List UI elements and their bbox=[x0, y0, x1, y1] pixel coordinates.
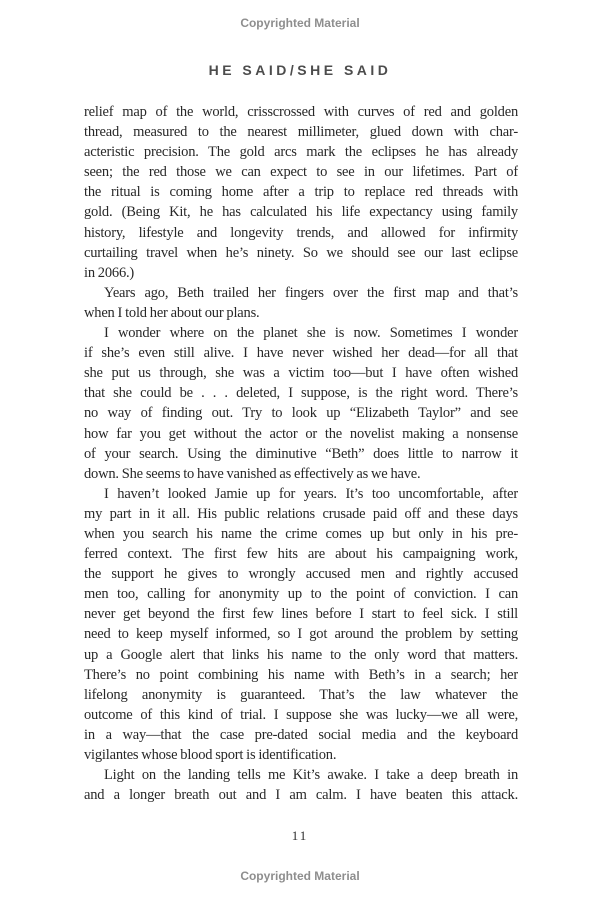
text-line: relief map of the world, crisscrossed with curves of red and golden bbox=[84, 104, 518, 120]
text-line: I haven’t looked Jamie up for years. It’s too uncomfortable, after bbox=[104, 485, 518, 502]
text-line: of your search. Using the diminutive “Beth” does little to narrow it bbox=[84, 445, 518, 462]
text-line: she put us through, she was a victim too—but I have often wished bbox=[84, 365, 518, 382]
paragraph bbox=[84, 323, 518, 484]
text-line: Years ago, Beth trailed her fingers over the first map and that’s bbox=[104, 284, 518, 301]
paragraph bbox=[84, 102, 518, 283]
text-line: when I told her about our plans. bbox=[84, 304, 260, 321]
paragraph bbox=[84, 765, 518, 805]
paragraph bbox=[84, 484, 518, 765]
text-line: my part in it all. His public relations crusade paid off and these days bbox=[84, 505, 518, 522]
text-line: vigilantes whose blood sport is identification. bbox=[84, 747, 337, 763]
copyright-notice-top: Copyrighted Material bbox=[240, 16, 360, 30]
text-line: Light on the landing tells me Kit’s awake. I take a deep breath in bbox=[104, 767, 518, 784]
body-text bbox=[84, 102, 518, 805]
text-line: the support he gives to wrongly accused men and rightly accused bbox=[84, 566, 518, 583]
paragraph bbox=[84, 283, 518, 323]
text-line: if she’s even still alive. I have never wished her dead—for all that bbox=[84, 345, 518, 362]
text-line: no way of finding out. Try to look up “Elizabeth Taylor” and see bbox=[84, 405, 518, 422]
page-number: 11 bbox=[291, 828, 309, 843]
running-header: HE SAID/SHE SAID bbox=[208, 62, 392, 78]
text-line: curtailing travel when he’s ninety. So we should see our last eclipse bbox=[84, 244, 518, 261]
text-line: thread, measured to the nearest millimeter, glued down with char- bbox=[84, 124, 518, 141]
text-line: and a longer breath out and I am calm. I have beaten this attack. bbox=[84, 787, 518, 804]
text-line: that she could be . . . deleted, I suppose, is the right word. There’s bbox=[84, 385, 518, 402]
text-line: men too, calling for anonymity up to the point of conviction. I can bbox=[84, 586, 518, 603]
text-line: There’s no point combining his name with Beth’s in a search; her bbox=[84, 666, 518, 683]
text-line: ferred context. The first few hits are about his campaigning work, bbox=[84, 546, 518, 563]
text-line: in 2066.) bbox=[84, 264, 135, 281]
text-line: never get beyond the first few lines before I start to feel sick. I still bbox=[84, 606, 518, 623]
text-line: seen; the red those we can expect to see in our lifetimes. Part of bbox=[84, 164, 518, 181]
text-line: need to keep myself informed, so I got around the problem by setting bbox=[84, 626, 518, 643]
text-line: lifelong anonymity is guaranteed. That’s the law whatever the bbox=[84, 686, 518, 703]
text-line: in a way—that the case pre-dated social media and the keyboard bbox=[84, 726, 518, 743]
text-line: gold. (Being Kit, he has calculated his life expectancy using family bbox=[84, 204, 518, 221]
text-line: down. She seems to have vanished as effectively as we have. bbox=[84, 465, 421, 482]
text-line: the ritual is coming home after a trip to replace red threads with bbox=[84, 184, 518, 201]
text-line: when you search his name the crime comes up but only in his pre- bbox=[84, 525, 518, 542]
text-line: up a Google alert that links his name to the only word that matters. bbox=[84, 646, 518, 663]
copyright-notice-bottom: Copyrighted Material bbox=[240, 869, 360, 883]
text-line: history, lifestyle and longevity trends, and allowed for infirmity bbox=[84, 224, 518, 241]
text-line: acteristic precision. The gold arcs mark the eclipses he has already bbox=[84, 144, 518, 161]
text-line: I wonder where on the planet she is now. Sometimes I wonder bbox=[104, 325, 518, 342]
text-line: outcome of this kind of trial. I suppose she was lucky—we all were, bbox=[84, 706, 518, 723]
text-line: how far you get without the actor or the novelist making a nonsense bbox=[84, 425, 518, 442]
